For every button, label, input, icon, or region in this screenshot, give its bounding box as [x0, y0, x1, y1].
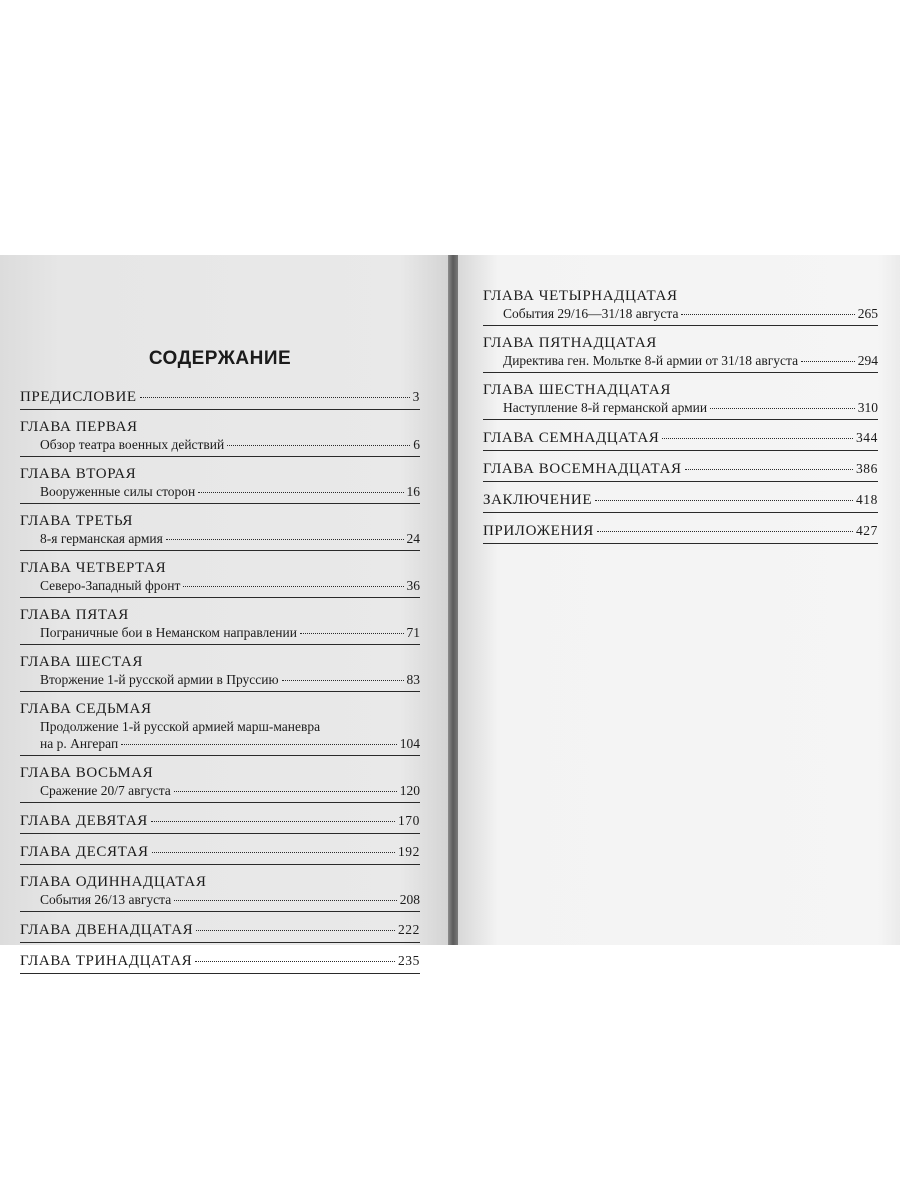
toc-chapter-subtitle: Наступление 8-й германской армии: [503, 400, 708, 415]
entry-divider: [20, 942, 420, 943]
toc-page-number: 344: [855, 430, 878, 445]
entry-divider: [483, 372, 878, 373]
toc-entry: [20, 513, 420, 551]
dot-leader: [685, 469, 853, 470]
dot-leader: [183, 586, 403, 587]
toc-chapter-heading: ГЛАВА ВОСЕМНАДЦАТАЯ: [483, 461, 682, 477]
toc-row: [483, 460, 878, 478]
dot-leader: [166, 539, 404, 540]
entry-divider: [483, 543, 878, 544]
toc-chapter-heading: ГЛАВА ДЕВЯТАЯ: [20, 813, 148, 829]
dot-leader: [282, 680, 404, 681]
toc-chapter-heading: ГЛАВА ШЕСТАЯ: [20, 654, 143, 670]
entry-divider: [483, 325, 878, 326]
entry-divider: [20, 644, 420, 645]
toc-page-number: 36: [406, 578, 420, 593]
toc-entry: [483, 522, 878, 544]
toc-entry: [483, 382, 878, 420]
toc-page-number: 6: [413, 437, 420, 452]
book-spine: [448, 255, 458, 945]
toc-chapter-heading: ГЛАВА ТРИНАДЦАТАЯ: [20, 953, 193, 969]
toc-chapter-subtitle: Директива ген. Мольтке 8-й армии от 31/18 августа: [503, 353, 799, 368]
dot-leader: [152, 852, 395, 853]
toc-chapter-heading: ГЛАВА ПЕРВАЯ: [20, 419, 138, 435]
toc-row: [483, 491, 878, 509]
entry-divider: [20, 550, 420, 551]
toc-chapter-heading: ГЛАВА ВОСЬМАЯ: [20, 765, 154, 781]
toc-page-number: 192: [397, 844, 420, 859]
dot-leader: [595, 500, 853, 501]
entry-divider: [20, 802, 420, 803]
toc-row: [20, 483, 420, 500]
dot-leader: [196, 930, 395, 931]
toc-chapter-subtitle: Вторжение 1-й русской армии в Пруссию: [40, 672, 279, 687]
toc-row: [20, 624, 420, 641]
toc-chapter-heading: ГЛАВА ЧЕТЫРНАДЦАТАЯ: [483, 288, 678, 304]
toc-row: [483, 399, 878, 416]
toc-row: [20, 952, 420, 970]
toc-right-column: [483, 288, 878, 544]
toc-chapter-heading: ПРЕДИСЛОВИЕ: [20, 389, 137, 405]
dot-leader: [300, 633, 404, 634]
dot-leader: [198, 492, 403, 493]
toc-chapter-heading: ГЛАВА ПЯТАЯ: [20, 607, 129, 623]
toc-page-number: 235: [397, 953, 420, 968]
toc-row: [483, 522, 878, 540]
page-title: СОДЕРЖАНИЕ: [148, 348, 292, 369]
toc-page-number: 310: [857, 400, 878, 415]
toc-row: [20, 436, 420, 453]
entry-divider: [483, 512, 878, 513]
dot-leader: [710, 408, 855, 409]
toc-page-number: 120: [399, 783, 420, 798]
entry-divider: [20, 456, 420, 457]
toc-chapter-heading: ПРИЛОЖЕНИЯ: [483, 523, 594, 539]
toc-page-number: 170: [397, 813, 420, 828]
toc-row: [20, 782, 420, 799]
toc-row: [20, 812, 420, 830]
toc-chapter-heading: ГЛАВА ДЕСЯТАЯ: [20, 844, 149, 860]
toc-row: [20, 891, 420, 908]
toc-row: [20, 735, 420, 752]
entry-divider: [20, 973, 420, 974]
toc-entry: [20, 419, 420, 457]
toc-chapter-heading: ГЛАВА ШЕСТНАДЦАТАЯ: [483, 382, 671, 398]
entry-divider: [483, 450, 878, 451]
toc-entry: [20, 607, 420, 645]
toc-page-number: 3: [412, 389, 420, 404]
toc-chapter-subtitle: Северо-Западный фронт: [40, 578, 181, 593]
toc-page-number: 265: [857, 306, 878, 321]
toc-chapter-subtitle: События 29/16—31/18 августа: [503, 306, 679, 321]
entry-divider: [20, 503, 420, 504]
dot-leader: [662, 438, 853, 439]
toc-entry: [20, 921, 420, 943]
entry-divider: [20, 911, 420, 912]
toc-chapter-heading: ГЛАВА ВТОРАЯ: [20, 466, 137, 482]
toc-chapter-subtitle: 8-я германская армия: [40, 531, 163, 546]
toc-chapter-subtitle: Сражение 20/7 августа: [40, 783, 171, 798]
toc-left-column: [20, 388, 420, 974]
toc-row: [20, 671, 420, 688]
toc-entry: [20, 466, 420, 504]
toc-row: [20, 843, 420, 861]
entry-divider: [20, 597, 420, 598]
toc-entry: [20, 874, 420, 912]
toc-chapter-heading: ГЛАВА ТРЕТЬЯ: [20, 513, 134, 529]
toc-chapter-heading: ГЛАВА ДВЕНАДЦАТАЯ: [20, 922, 194, 938]
toc-page-number: 418: [855, 492, 878, 507]
toc-entry: [483, 491, 878, 513]
toc-entry: [20, 654, 420, 692]
dot-leader: [195, 961, 395, 962]
toc-entry: [20, 388, 420, 410]
toc-page-number: 16: [406, 484, 420, 499]
toc-row: [20, 921, 420, 939]
toc-entry: [483, 429, 878, 451]
toc-row: [20, 530, 420, 547]
toc-chapter-subtitle: Вооруженные силы сторон: [40, 484, 196, 499]
toc-page-number: 222: [397, 922, 420, 937]
toc-page-number: 24: [406, 531, 420, 546]
toc-chapter-heading: ЗАКЛЮЧЕНИЕ: [483, 492, 593, 508]
entry-divider: [483, 481, 878, 482]
toc-chapter-subtitle: Пограничные бои в Неманском направлении: [40, 625, 297, 640]
toc-page-number: 83: [406, 672, 420, 687]
toc-entry: [20, 701, 420, 756]
toc-entry: [20, 560, 420, 598]
dot-leader: [140, 397, 410, 398]
dot-leader: [801, 361, 855, 362]
toc-entry: [483, 288, 878, 326]
toc-entry: [483, 460, 878, 482]
toc-chapter-heading: ГЛАВА ПЯТНАДЦАТАЯ: [483, 335, 657, 351]
toc-page-number: 104: [399, 736, 420, 751]
toc-chapter-subtitle: на р. Ангерап: [40, 736, 119, 751]
toc-chapter-heading: ГЛАВА СЕДЬМАЯ: [20, 701, 152, 717]
entry-divider: [20, 409, 420, 410]
dot-leader: [174, 791, 397, 792]
entry-divider: [483, 419, 878, 420]
toc-page-number: 427: [855, 523, 878, 538]
entry-divider: [20, 755, 420, 756]
dot-leader: [597, 531, 853, 532]
dot-leader: [151, 821, 395, 822]
entry-divider: [20, 691, 420, 692]
toc-entry: [20, 843, 420, 865]
toc-chapter-heading: ГЛАВА СЕМНАДЦАТАЯ: [483, 430, 660, 446]
toc-chapter-heading: ГЛАВА ЧЕТВЕРТАЯ: [20, 560, 167, 576]
toc-row: [483, 352, 878, 369]
toc-entry: [483, 335, 878, 373]
toc-entry: [20, 952, 420, 974]
dot-leader: [681, 314, 854, 315]
toc-row: [483, 429, 878, 447]
toc-chapter-subtitle: Обзор театра военных действий: [40, 437, 225, 452]
entry-divider: [20, 864, 420, 865]
toc-row: [483, 305, 878, 322]
toc-page-number: 71: [406, 625, 420, 640]
toc-row: [20, 388, 420, 406]
entry-divider: [20, 833, 420, 834]
toc-chapter-subtitle: Продолжение 1-й русской армией марш-маневра: [40, 719, 321, 734]
toc-page-number: 294: [857, 353, 878, 368]
toc-entry: [20, 765, 420, 803]
toc-entry: [20, 812, 420, 834]
dot-leader: [121, 744, 397, 745]
toc-row: [20, 577, 420, 594]
dot-leader: [227, 445, 410, 446]
toc-chapter-subtitle: События 26/13 августа: [40, 892, 172, 907]
toc-chapter-heading: ГЛАВА ОДИННАДЦАТАЯ: [20, 874, 207, 890]
toc-page-number: 208: [399, 892, 420, 907]
toc-page-number: 386: [855, 461, 878, 476]
dot-leader: [174, 900, 397, 901]
